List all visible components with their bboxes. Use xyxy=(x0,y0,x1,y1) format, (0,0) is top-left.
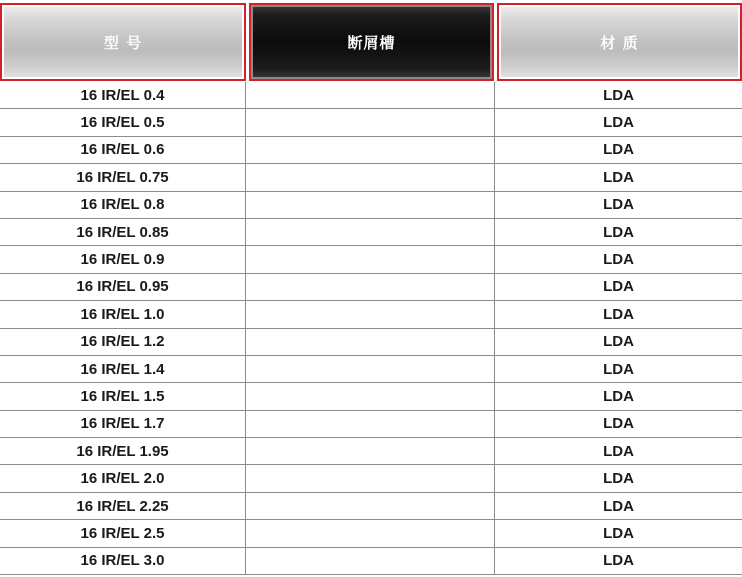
cell-material: LDA xyxy=(603,497,634,515)
cell-model: 16 IR/EL 0.4 xyxy=(0,82,246,108)
table-row xyxy=(0,438,742,465)
cell-chipbreaker xyxy=(246,356,495,382)
cell-material: LDA xyxy=(603,360,634,378)
cell-material: LDA xyxy=(603,114,634,132)
cell-material: LDA xyxy=(603,305,634,323)
cell-chipbreaker xyxy=(246,82,495,108)
cell-chipbreaker xyxy=(246,219,495,245)
cell-chipbreaker xyxy=(246,246,495,272)
cell-material: LDA xyxy=(603,442,634,460)
cell-model: 16 IR/EL 1.95 xyxy=(0,438,246,464)
table-row xyxy=(0,164,742,191)
cell-model: 16 IR/EL 1.2 xyxy=(0,329,246,355)
cell-chipbreaker xyxy=(246,548,495,574)
cell-material: LDA xyxy=(603,251,634,269)
cell-chipbreaker xyxy=(246,411,495,437)
table-body xyxy=(0,82,742,575)
cell-model: 16 IR/EL 1.4 xyxy=(0,356,246,382)
table-row xyxy=(0,274,742,301)
cell-material: LDA xyxy=(603,196,634,214)
table-row xyxy=(0,246,742,273)
cell-material: LDA xyxy=(603,168,634,186)
table-row xyxy=(0,329,742,356)
table-row xyxy=(0,356,742,383)
cell-chipbreaker xyxy=(246,109,495,135)
table-row xyxy=(0,192,742,219)
table-row xyxy=(0,520,742,547)
cell-material: LDA xyxy=(603,141,634,159)
cell-material: LDA xyxy=(603,278,634,296)
table-row xyxy=(0,383,742,410)
table-row xyxy=(0,301,742,328)
cell-model: 16 IR/EL 2.5 xyxy=(0,520,246,546)
cell-material: LDA xyxy=(603,552,634,570)
cell-model: 16 IR/EL 0.9 xyxy=(0,246,246,272)
cell-material: LDA xyxy=(603,223,634,241)
cell-chipbreaker xyxy=(246,329,495,355)
cell-model: 16 IR/EL 0.95 xyxy=(0,274,246,300)
cell-chipbreaker xyxy=(246,520,495,546)
cell-model: 16 IR/EL 0.6 xyxy=(0,137,246,163)
cell-model: 16 IR/EL 1.5 xyxy=(0,383,246,409)
table-row xyxy=(0,465,742,492)
table-row xyxy=(0,411,742,438)
cell-model: 16 IR/EL 2.0 xyxy=(0,465,246,491)
table-row xyxy=(0,548,742,575)
table-row xyxy=(0,137,742,164)
cell-material: LDA xyxy=(603,387,634,405)
cell-material: LDA xyxy=(603,333,634,351)
cell-chipbreaker xyxy=(246,164,495,190)
header-chipbreaker: 断屑槽 xyxy=(249,3,494,81)
table-header xyxy=(0,3,742,81)
cell-model: 16 IR/EL 1.0 xyxy=(0,301,246,327)
cell-model: 16 IR/EL 0.8 xyxy=(0,192,246,218)
cell-chipbreaker xyxy=(246,438,495,464)
cell-model: 16 IR/EL 0.5 xyxy=(0,109,246,135)
cell-material: LDA xyxy=(603,524,634,542)
cell-chipbreaker xyxy=(246,301,495,327)
cell-material: LDA xyxy=(603,86,634,104)
cell-model: 16 IR/EL 0.85 xyxy=(0,219,246,245)
cell-chipbreaker xyxy=(246,493,495,519)
cell-model: 16 IR/EL 0.75 xyxy=(0,164,246,190)
cell-model: 16 IR/EL 3.0 xyxy=(0,548,246,574)
table-row xyxy=(0,109,742,136)
header-model: 型 号 xyxy=(0,3,246,81)
table-row xyxy=(0,82,742,109)
cell-model: 16 IR/EL 2.25 xyxy=(0,493,246,519)
cell-chipbreaker xyxy=(246,137,495,163)
cell-material: LDA xyxy=(603,470,634,488)
cell-chipbreaker xyxy=(246,274,495,300)
cell-chipbreaker xyxy=(246,192,495,218)
cell-material: LDA xyxy=(603,415,634,433)
cell-chipbreaker xyxy=(246,383,495,409)
cell-chipbreaker xyxy=(246,465,495,491)
cell-model: 16 IR/EL 1.7 xyxy=(0,411,246,437)
header-material: 材 质 xyxy=(497,3,742,81)
table-row xyxy=(0,493,742,520)
table-row xyxy=(0,219,742,246)
